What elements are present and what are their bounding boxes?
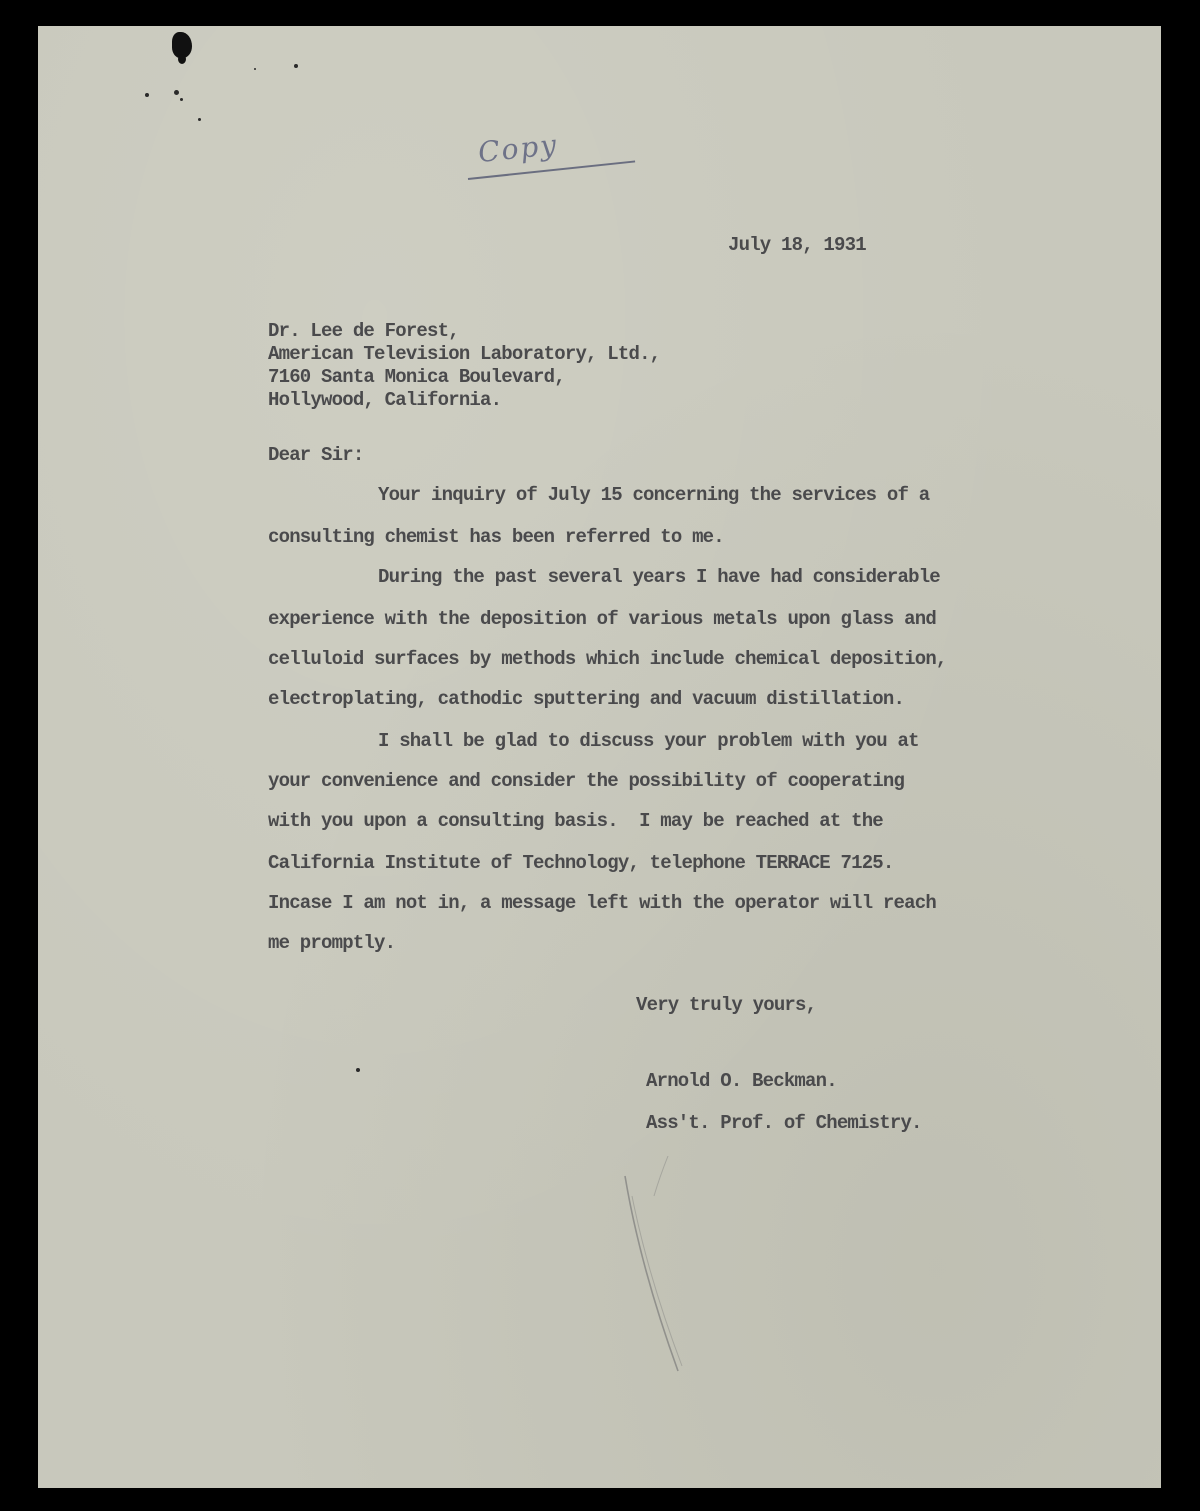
speck	[356, 1068, 360, 1072]
speck	[254, 68, 256, 70]
signatory-title: Ass't. Prof. of Chemistry.	[646, 1112, 922, 1134]
speck	[180, 98, 183, 101]
recipient-line: 7160 Santa Monica Boulevard,	[268, 366, 565, 388]
recipient-line: American Television Laboratory, Ltd.,	[268, 343, 661, 365]
handwritten-copy-annotation: Copy	[476, 127, 560, 170]
pencil-stroke	[620, 1156, 700, 1386]
body-line: During the past several years I have had considerable	[378, 566, 940, 588]
body-line: California Institute of Technology, telephone TERRACE 7125.	[268, 852, 894, 874]
speck	[294, 64, 298, 68]
letter-date: July 18, 1931	[728, 234, 866, 256]
body-line: celluloid surfaces by methods which include chemical deposition,	[268, 648, 947, 670]
signatory-name: Arnold O. Beckman.	[646, 1070, 837, 1092]
recipient-line: Hollywood, California.	[268, 389, 502, 411]
speck	[174, 90, 179, 95]
speck	[198, 118, 201, 121]
letter-paper	[38, 26, 1161, 1488]
ink-blot-drip	[178, 54, 186, 64]
body-line: with you upon a consulting basis. I may be reached at the	[268, 810, 883, 832]
speck	[145, 93, 149, 97]
body-line: electroplating, cathodic sputtering and vacuum distillation.	[268, 688, 905, 710]
salutation: Dear Sir:	[268, 444, 364, 466]
body-line: your convenience and consider the possibility of cooperating	[268, 770, 905, 792]
body-line: Your inquiry of July 15 concerning the services of a	[378, 484, 930, 506]
body-line: Incase I am not in, a message left with the operator will reach	[268, 892, 936, 914]
body-line: consulting chemist has been referred to me.	[268, 526, 724, 548]
body-line: I shall be glad to discuss your problem with you at	[378, 730, 919, 752]
recipient-line: Dr. Lee de Forest,	[268, 320, 459, 342]
body-line: me promptly.	[268, 932, 396, 954]
complimentary-close: Very truly yours,	[636, 994, 817, 1016]
body-line: experience with the deposition of various metals upon glass and	[268, 608, 936, 630]
